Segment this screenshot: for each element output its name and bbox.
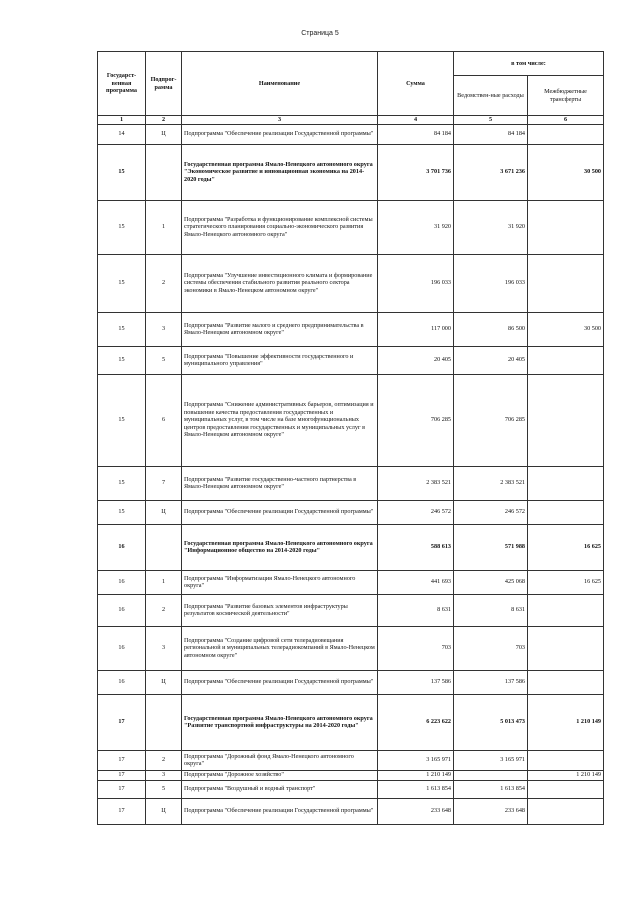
program-cell: 15	[98, 200, 146, 254]
name-cell: Подпрограмма "Улучшение инвестиционного климата и формирование системы обеспечения стабильного развития реального сектора экономики в Ямало-Ненецком автономном округе"	[182, 254, 378, 312]
name-cell: Подпрограмма "Обеспечение реализации Государственной программы"	[182, 124, 378, 144]
dept-cell: 233 648	[454, 798, 528, 824]
transfer-cell: 30 500	[528, 312, 604, 346]
program-cell: 15	[98, 312, 146, 346]
header-sum: Сумма	[378, 52, 454, 116]
name-cell: Подпрограмма "Дорожное хозяйство"	[182, 770, 378, 780]
dept-cell: 571 988	[454, 524, 528, 570]
dept-cell: 703	[454, 626, 528, 670]
sum-cell: 3 701 736	[378, 144, 454, 200]
sum-cell: 117 000	[378, 312, 454, 346]
program-cell: 17	[98, 798, 146, 824]
sum-cell: 84 184	[378, 124, 454, 144]
transfer-cell: 30 500	[528, 144, 604, 200]
program-cell: 16	[98, 594, 146, 626]
transfer-cell	[528, 500, 604, 524]
sum-cell: 703	[378, 626, 454, 670]
subprogram-cell: Ц	[146, 500, 182, 524]
header-row	[98, 52, 604, 76]
name-cell: Подпрограмма "Дорожный фонд Ямало-Ненецкого автономного округа"	[182, 750, 378, 770]
program-cell: 17	[98, 694, 146, 750]
name-cell: Государственная программа Ямало-Ненецкого автономного округа "Развитие транспортной инфраструктуры на 2014-2020 годы"	[182, 694, 378, 750]
table-row	[98, 780, 604, 798]
dept-cell: 3 671 236	[454, 144, 528, 200]
name-cell: Подпрограмма "Снижение административных барьеров, оптимизация и повышение качества предоставления государственных и муниципальных услуг, в том числе на базе многофункциональных центров предоставления государственных и муниципальных услуг в Ямало-Ненецком автономном округе"	[182, 374, 378, 466]
table-row	[98, 626, 604, 670]
header-dept: Ведомствен-ные расходы	[454, 76, 528, 116]
name-cell: Подпрограмма "Развитие базовых элементов инфраструктуры результатов космической деятельности"	[182, 594, 378, 626]
sum-cell: 6 223 622	[378, 694, 454, 750]
transfer-cell: 1 210 149	[528, 694, 604, 750]
subprogram-cell: 3	[146, 312, 182, 346]
table-row	[98, 374, 604, 466]
name-cell: Подпрограмма "Информатизация Ямало-Ненецкого автономного округа"	[182, 570, 378, 594]
name-cell: Подпрограмма "Обеспечение реализации Государственной программы"	[182, 500, 378, 524]
table-row	[98, 346, 604, 374]
table-row	[98, 312, 604, 346]
subprogram-cell: 3	[146, 626, 182, 670]
program-cell: 15	[98, 254, 146, 312]
header-including: в том числе:	[454, 52, 604, 76]
header-name: Наименование	[182, 52, 378, 116]
transfer-cell: 16 625	[528, 524, 604, 570]
dept-cell: 84 184	[454, 124, 528, 144]
col-num-1: 1	[98, 116, 146, 125]
dept-cell: 31 920	[454, 200, 528, 254]
subprogram-cell: 7	[146, 466, 182, 500]
transfer-cell	[528, 254, 604, 312]
dept-cell: 1 613 854	[454, 780, 528, 798]
name-cell: Государственная программа Ямало-Ненецкого автономного округа "Экономическое развитие и инновационная экономика на 2014-2020 годы"	[182, 144, 378, 200]
dept-cell: 246 572	[454, 500, 528, 524]
program-cell: 15	[98, 466, 146, 500]
subprogram-cell	[146, 144, 182, 200]
dept-cell: 706 285	[454, 374, 528, 466]
program-cell: 17	[98, 770, 146, 780]
subprogram-cell: Ц	[146, 670, 182, 694]
table-row	[98, 798, 604, 824]
transfer-cell: 16 625	[528, 570, 604, 594]
dept-cell: 86 500	[454, 312, 528, 346]
name-cell: Подпрограмма "Воздушный и водный транспорт"	[182, 780, 378, 798]
transfer-cell: 1 210 149	[528, 770, 604, 780]
program-cell: 16	[98, 524, 146, 570]
transfer-cell	[528, 124, 604, 144]
table-row	[98, 124, 604, 144]
table-row	[98, 254, 604, 312]
header-transfer: Межбюджетные трансферты	[528, 76, 604, 116]
program-cell: 15	[98, 144, 146, 200]
col-num-4: 4	[378, 116, 454, 125]
program-cell: 15	[98, 500, 146, 524]
subprogram-cell: 2	[146, 254, 182, 312]
sum-cell: 31 920	[378, 200, 454, 254]
sum-cell: 1 613 854	[378, 780, 454, 798]
dept-cell: 20 405	[454, 346, 528, 374]
transfer-cell	[528, 374, 604, 466]
dept-cell: 425 068	[454, 570, 528, 594]
table-row	[98, 670, 604, 694]
table-row	[98, 144, 604, 200]
transfer-cell	[528, 798, 604, 824]
name-cell: Государственная программа Ямало-Ненецкого автономного округа "Информационное общество на 2014-2020 годы"	[182, 524, 378, 570]
dept-cell: 137 586	[454, 670, 528, 694]
header-program: Государст-венная программа	[98, 52, 146, 116]
name-cell: Подпрограмма "Создание цифровой сети телерадиовещания региональной и муниципальных телерадиокомпаний в Ямало-Ненецком автономном округе"	[182, 626, 378, 670]
name-cell: Подпрограмма "Обеспечение реализации Государственной программы"	[182, 670, 378, 694]
header-subprogram: Подпрог-рамма	[146, 52, 182, 116]
subprogram-cell	[146, 694, 182, 750]
transfer-cell	[528, 670, 604, 694]
dept-cell	[454, 770, 528, 780]
sum-cell: 233 648	[378, 798, 454, 824]
sum-cell: 1 210 149	[378, 770, 454, 780]
sum-cell: 137 586	[378, 670, 454, 694]
subprogram-cell: 2	[146, 594, 182, 626]
sum-cell: 246 572	[378, 500, 454, 524]
table-row	[98, 750, 604, 770]
name-cell: Подпрограмма "Разработка и функционирование комплексной системы стратегического планирования социально-экономического развития Ямало-Ненецкого автономного округа"	[182, 200, 378, 254]
subprogram-cell: 5	[146, 780, 182, 798]
subprogram-cell: 3	[146, 770, 182, 780]
subprogram-cell: 1	[146, 570, 182, 594]
page-number: Страница 5	[301, 30, 339, 37]
transfer-cell	[528, 780, 604, 798]
table-row	[98, 694, 604, 750]
program-cell: 16	[98, 570, 146, 594]
sum-cell: 3 165 971	[378, 750, 454, 770]
name-cell: Подпрограмма "Развитие государственно-частного партнерства в Ямало-Ненецком автономном округе"	[182, 466, 378, 500]
subprogram-cell: 1	[146, 200, 182, 254]
program-cell: 16	[98, 670, 146, 694]
transfer-cell	[528, 200, 604, 254]
dept-cell: 2 383 521	[454, 466, 528, 500]
name-cell: Подпрограмма "Развитие малого и среднего предпринимательства в Ямало-Ненецком автономном округе"	[182, 312, 378, 346]
sum-cell: 2 383 521	[378, 466, 454, 500]
program-cell: 15	[98, 374, 146, 466]
dept-cell: 196 033	[454, 254, 528, 312]
program-cell: 16	[98, 626, 146, 670]
col-num-6: 6	[528, 116, 604, 125]
dept-cell: 5 013 473	[454, 694, 528, 750]
program-cell: 15	[98, 346, 146, 374]
program-cell: 17	[98, 780, 146, 798]
program-cell: 14	[98, 124, 146, 144]
subprogram-cell: Ц	[146, 124, 182, 144]
table-row	[98, 594, 604, 626]
subprogram-cell: Ц	[146, 798, 182, 824]
subprogram-cell: 6	[146, 374, 182, 466]
transfer-cell	[528, 346, 604, 374]
subprogram-cell	[146, 524, 182, 570]
sum-cell: 588 613	[378, 524, 454, 570]
dept-cell: 8 631	[454, 594, 528, 626]
sum-cell: 8 631	[378, 594, 454, 626]
table-row	[98, 500, 604, 524]
sum-cell: 441 693	[378, 570, 454, 594]
sum-cell: 196 033	[378, 254, 454, 312]
col-num-2: 2	[146, 116, 182, 125]
program-cell: 17	[98, 750, 146, 770]
transfer-cell	[528, 466, 604, 500]
dept-cell: 3 165 971	[454, 750, 528, 770]
transfer-cell	[528, 594, 604, 626]
sum-cell: 20 405	[378, 346, 454, 374]
table-row	[98, 770, 604, 780]
col-num-3: 3	[182, 116, 378, 125]
table-row	[98, 466, 604, 500]
transfer-cell	[528, 750, 604, 770]
table-row	[98, 524, 604, 570]
col-num-5: 5	[454, 116, 528, 125]
budget-table	[97, 51, 604, 825]
name-cell: Подпрограмма "Обеспечение реализации Государственной программы"	[182, 798, 378, 824]
subprogram-cell: 2	[146, 750, 182, 770]
table-row	[98, 570, 604, 594]
column-number-row	[98, 116, 604, 125]
sum-cell: 706 285	[378, 374, 454, 466]
subprogram-cell: 5	[146, 346, 182, 374]
name-cell: Подпрограмма "Повышение эффективности государственного и муниципального управления"	[182, 346, 378, 374]
table-row	[98, 200, 604, 254]
transfer-cell	[528, 626, 604, 670]
